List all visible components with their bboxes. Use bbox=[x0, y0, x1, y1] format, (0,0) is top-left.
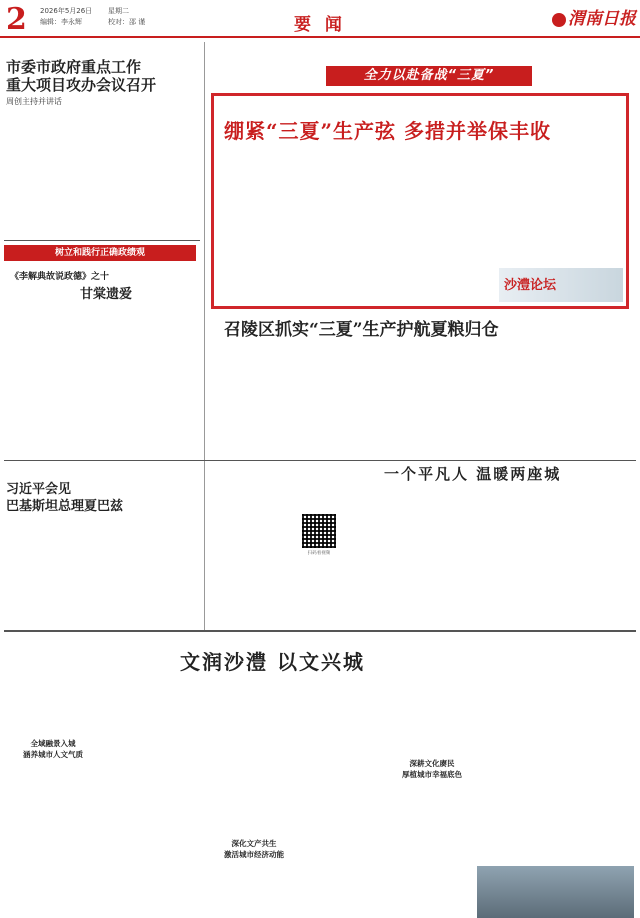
bottom-subhead-mid-line2: 激活城市经济动能 bbox=[224, 850, 284, 859]
qr-caption: 扫码看视频 bbox=[307, 551, 331, 556]
header-date: 2026年5月26日 bbox=[40, 7, 93, 15]
column-divider bbox=[204, 462, 205, 630]
feature-body-col3 bbox=[358, 153, 424, 303]
mid-story-body-col4 bbox=[426, 342, 494, 456]
bottom-subhead-mid-line1: 深化文产共生 bbox=[231, 839, 277, 848]
bottom-photo bbox=[477, 866, 634, 918]
header-meta-left bbox=[40, 6, 92, 28]
newspaper-logo bbox=[552, 4, 636, 29]
bottom-subhead-left-line1: 全域融景入城 bbox=[30, 739, 76, 748]
mid-story-body-col6 bbox=[570, 342, 634, 456]
feature-image-label: 沙澧论坛 bbox=[504, 278, 557, 293]
right-story-headline[interactable]: 一个平凡人 温暖两座城 bbox=[384, 465, 562, 483]
right-story-body-col1 bbox=[210, 498, 290, 626]
mid-story-body-col2 bbox=[282, 342, 350, 456]
left-story3-line1[interactable]: 习近平会见 bbox=[6, 482, 72, 497]
page-header bbox=[0, 0, 640, 38]
lead-headline-line1[interactable]: 市委市政府重点工作 bbox=[6, 58, 142, 76]
bottom-subhead-mid bbox=[208, 838, 300, 860]
qr-code-icon[interactable] bbox=[302, 514, 336, 548]
page-number: 2 bbox=[6, 2, 27, 37]
column-divider bbox=[204, 42, 205, 462]
feature-banner: 全力以赴备战“三夏” bbox=[326, 66, 532, 86]
logo-text: 渭南日报 bbox=[568, 9, 636, 29]
right-story-body-col2 bbox=[340, 498, 412, 626]
header-weekday: 星期二 bbox=[108, 7, 129, 15]
section-title: 要 闻 bbox=[294, 15, 346, 35]
bottom-subhead-left-line2: 涵养城市人文气质 bbox=[23, 750, 83, 759]
column-headline[interactable]: 甘棠遗爱 bbox=[80, 287, 133, 302]
bottom-body-col3-a bbox=[208, 680, 300, 830]
mid-story-body-col5 bbox=[498, 342, 566, 456]
left-story3-headline[interactable] bbox=[6, 481, 196, 515]
bottom-feature-headline[interactable]: 文润沙澧 以文兴城 bbox=[180, 650, 365, 674]
row-divider bbox=[4, 460, 636, 461]
bottom-body-col3-b bbox=[208, 862, 300, 914]
right-story-body-col3 bbox=[418, 498, 490, 626]
feature-headline[interactable]: 绷紧“三夏”生产弦 多措并举保丰收 bbox=[224, 119, 551, 143]
feature-body-col2 bbox=[288, 153, 354, 303]
header-proofreader: 校对：邵 谨 bbox=[108, 18, 146, 26]
left-story3-body-col1 bbox=[6, 520, 100, 626]
column-title: 《李解典故说政德》之十 bbox=[10, 272, 110, 282]
bottom-body-col1-b bbox=[6, 760, 100, 914]
bottom-subhead-right-line2: 厚植城市幸福底色 bbox=[402, 770, 462, 779]
bottom-body-col2 bbox=[108, 680, 200, 914]
bottom-subhead-right-line1: 深耕文化赓民 bbox=[409, 759, 455, 768]
logo-mark-icon bbox=[552, 13, 566, 27]
bottom-body-col6 bbox=[478, 680, 634, 862]
left-story3-body-col2 bbox=[104, 520, 198, 626]
lead-story-subtitle: 周创主持并讲话 bbox=[6, 97, 62, 106]
column-body-col1 bbox=[6, 302, 100, 456]
mid-story-headline[interactable]: 召陵区抓实“三夏”生产护航夏粮归仓 bbox=[224, 320, 499, 340]
column-body-col2 bbox=[104, 302, 198, 456]
right-story-body-col4 bbox=[496, 498, 568, 626]
feature-body-col4 bbox=[428, 153, 494, 303]
feature-body-col5 bbox=[498, 153, 624, 263]
right-story-body-col5 bbox=[572, 498, 634, 626]
row-divider bbox=[4, 240, 200, 241]
lead-story-body-col2 bbox=[104, 112, 198, 238]
lead-story-headline[interactable] bbox=[6, 58, 196, 94]
mid-story-body-col3 bbox=[354, 342, 422, 456]
bottom-body-col1-a bbox=[6, 680, 100, 735]
bottom-subhead-right bbox=[392, 758, 472, 780]
bottom-body-col5-a bbox=[392, 680, 472, 754]
lead-story-body-col1 bbox=[6, 112, 100, 238]
feature-body-col1 bbox=[218, 153, 284, 303]
bottom-body-col4 bbox=[306, 680, 386, 914]
left-section-banner: 树立和践行正确政绩观 bbox=[4, 245, 196, 261]
mid-story-body-col1 bbox=[210, 342, 278, 456]
header-meta-right bbox=[108, 6, 145, 28]
left-story3-line2[interactable]: 巴基斯坦总理夏巴兹 bbox=[6, 499, 124, 514]
header-editor: 编辑：李永辉 bbox=[40, 18, 82, 26]
bottom-subhead-left bbox=[6, 738, 100, 760]
bottom-body-col5-b bbox=[392, 780, 472, 914]
row-divider bbox=[4, 630, 636, 632]
lead-headline-line2[interactable]: 重大项目攻办会议召开 bbox=[6, 76, 157, 94]
